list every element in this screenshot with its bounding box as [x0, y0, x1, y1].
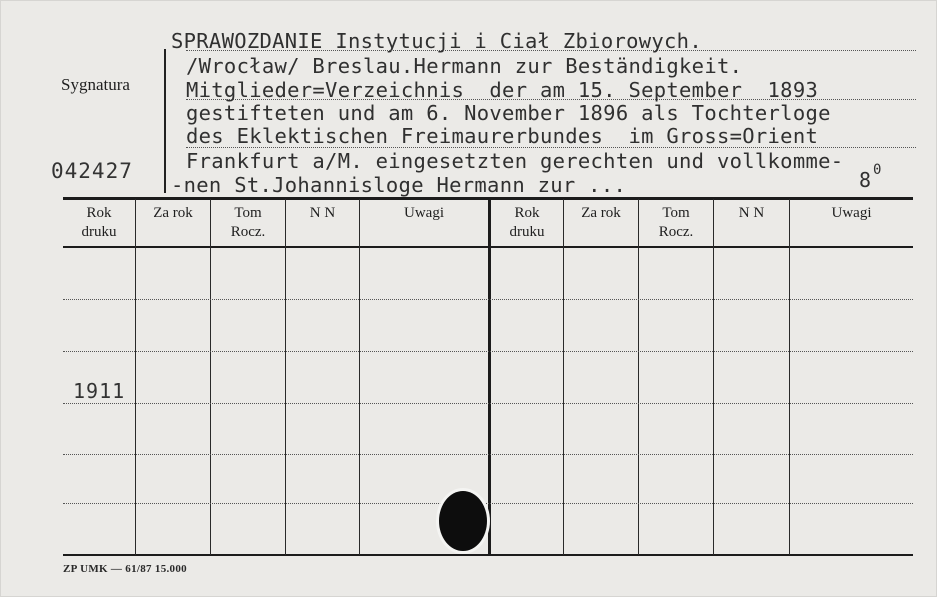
- table-row-line: [63, 351, 913, 352]
- column-divider: [135, 199, 136, 555]
- table-row-line: [63, 454, 913, 455]
- header-rok-druku: Rok druku: [81, 205, 117, 240]
- description-line-6: Frankfurt a/M. eingesetzten gerechten und vollkomme-: [186, 149, 844, 173]
- table-center-divider: [488, 199, 491, 555]
- table-row-line: [63, 299, 913, 300]
- column-divider: [359, 199, 360, 555]
- guide-line: [186, 50, 916, 51]
- description-line-2: /Wrocław/ Breslau.Hermann zur Beständigkeit.: [186, 54, 743, 78]
- size-mark-superscript: 0: [873, 162, 882, 178]
- signature-number: 042427: [51, 159, 133, 183]
- header-rok-druku: Rok druku: [509, 205, 545, 240]
- column-divider: [638, 199, 639, 555]
- column-divider: [789, 199, 790, 555]
- header-nn: N N: [738, 205, 765, 221]
- column-divider: [713, 199, 714, 555]
- description-line-7: -nen St.Johannisloge Hermann zur ...: [171, 173, 627, 197]
- column-divider: [563, 199, 564, 555]
- table-row-line: [63, 503, 913, 504]
- column-divider: [210, 199, 211, 555]
- signature-divider: [164, 49, 166, 193]
- description-line-3: Mitglieder=Verzeichnis der am 15. September 1893: [186, 78, 819, 102]
- card-footer: ZP UMK — 61/87 15.000: [63, 563, 187, 575]
- rok-druku-value: 1911: [73, 379, 126, 403]
- description-line-4: gestifteten und am 6. November 1896 als Tochterloge: [186, 101, 831, 125]
- header-tom-rocz: Tom Rocz.: [658, 205, 694, 240]
- card-punch-hole: [439, 491, 487, 551]
- signature-label: Sygnatura: [61, 75, 130, 94]
- header-tom-rocz: Tom Rocz.: [230, 205, 266, 240]
- header-za-rok: Za rok: [581, 205, 621, 221]
- header-uwagi: Uwagi: [404, 205, 444, 221]
- header-nn: N N: [309, 205, 336, 221]
- header-za-rok: Za rok: [153, 205, 193, 221]
- description-line-5: des Eklektischen Freimaurerbundes im Gross=Orient: [186, 124, 819, 148]
- size-mark: 8: [859, 168, 872, 192]
- header-uwagi: Uwagi: [831, 205, 872, 221]
- guide-line: [186, 99, 916, 100]
- column-divider: [285, 199, 286, 555]
- description-line-1: SPRAWOZDANIE Instytucji i Ciał Zbiorowych.: [171, 29, 702, 53]
- guide-line: [186, 147, 916, 148]
- table-row-line: [63, 403, 913, 404]
